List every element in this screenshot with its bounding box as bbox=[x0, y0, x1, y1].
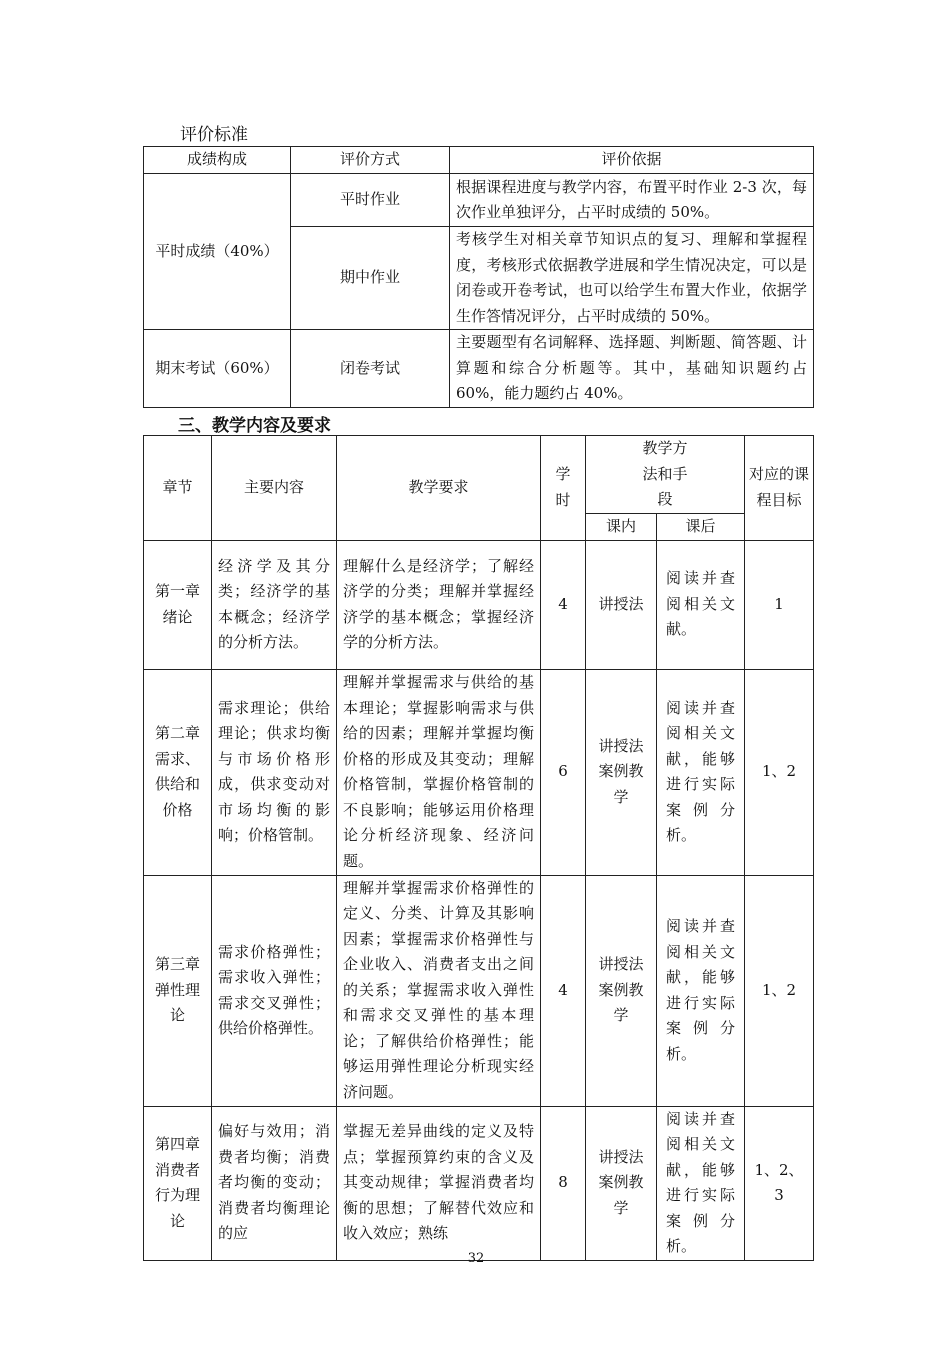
teaching-content-heading: 三、教学内容及要求 bbox=[178, 416, 331, 436]
content-cell: 经济学及其分类；经济学的基本概念；经济学的分析方法。 bbox=[212, 540, 337, 669]
column-header: 成绩构成 bbox=[144, 147, 291, 174]
column-header: 评价方式 bbox=[291, 147, 450, 174]
column-header: 学时 bbox=[541, 436, 586, 541]
content-cell: 需求理论；供给理论；供求均衡与市场价格形成，供求变动对市场均衡的影响；价格管制。 bbox=[212, 669, 337, 875]
chapter-cell: 第四章消费者行为理论 bbox=[144, 1106, 212, 1260]
evaluation-standard-heading: 评价标准 bbox=[180, 125, 248, 145]
table-row bbox=[144, 174, 814, 227]
table-header-row bbox=[144, 436, 814, 514]
objectives-cell: 1、2、3 bbox=[745, 1106, 814, 1260]
objectives-cell: 1 bbox=[745, 540, 814, 669]
chapter-cell: 第一章绪论 bbox=[144, 540, 212, 669]
requirements-cell: 理解并掌握需求价格弹性的定义、分类、计算及其影响因素；掌握需求价格弹性与企业收入、消费者支出之间的关系；掌握需求收入弹性和需求交叉弹性的基本理论；了解供给价格弹性；能够运用弹性理论分析现实经济问题。 bbox=[337, 875, 541, 1106]
requirements-cell: 理解并掌握需求与供给的基本理论；掌握影响需求与供给的因素；理解并掌握均衡价格的形成及其变动；理解价格管制，掌握价格管制的不良影响；能够运用价格理论分析经济现象、经济问题。 bbox=[337, 669, 541, 875]
table-row bbox=[144, 330, 814, 408]
objectives-cell: 1、2 bbox=[745, 669, 814, 875]
after-class-method-cell: 阅读并查阅相关文献，能够进行实际案例分析。 bbox=[657, 1106, 745, 1260]
column-header: 主要内容 bbox=[212, 436, 337, 541]
in-class-method-cell: 讲授法 bbox=[586, 540, 657, 669]
page-number: 32 bbox=[467, 1251, 485, 1266]
in-class-method-cell: 讲授法案例教学 bbox=[586, 669, 657, 875]
table-header-row bbox=[144, 147, 814, 174]
column-header: 教学方法和手段 bbox=[586, 436, 745, 514]
table-row bbox=[144, 669, 814, 875]
objectives-cell: 1、2 bbox=[745, 875, 814, 1106]
table-row bbox=[144, 540, 814, 669]
content-cell: 偏好与效用；消费者均衡；消费者均衡的变动；消费者均衡理论的应 bbox=[212, 1106, 337, 1260]
in-class-method-cell: 讲授法案例教学 bbox=[586, 875, 657, 1106]
table-row bbox=[144, 875, 814, 1106]
basis-cell: 考核学生对相关章节知识点的复习、理解和掌握程度，考核形式依据教学进展和学生情况决定，可以是闭卷或开卷考试，也可以给学生布置大作业，依据学生作答情况评分，占平时成绩的 50%。 bbox=[450, 227, 814, 330]
method-cell: 闭卷考试 bbox=[291, 330, 450, 408]
column-header: 课内 bbox=[586, 513, 657, 540]
column-header: 章节 bbox=[144, 436, 212, 541]
column-header: 对应的课程目标 bbox=[745, 436, 814, 541]
column-header: 评价依据 bbox=[450, 147, 814, 174]
after-class-method-cell: 阅读并查阅相关文献。 bbox=[657, 540, 745, 669]
grade-component-cell: 平时成绩（40%） bbox=[144, 174, 291, 330]
method-cell: 平时作业 bbox=[291, 174, 450, 227]
chapter-cell: 第二章需求、供给和价格 bbox=[144, 669, 212, 875]
requirements-cell: 掌握无差异曲线的定义及特点；掌握预算约束的含义及其变动规律；掌握消费者均衡的思想；了解替代效应和收入效应；熟练 bbox=[337, 1106, 541, 1260]
content-cell: 需求价格弹性；需求收入弹性；需求交叉弹性；供给价格弹性。 bbox=[212, 875, 337, 1106]
grade-component-cell: 期末考试（60%） bbox=[144, 330, 291, 408]
hours-cell: 4 bbox=[541, 875, 586, 1106]
column-header: 教学要求 bbox=[337, 436, 541, 541]
column-header: 课后 bbox=[657, 513, 745, 540]
chapter-cell: 第三章弹性理论 bbox=[144, 875, 212, 1106]
basis-cell: 主要题型有名词解释、选择题、判断题、简答题、计算题和综合分析题等。其中，基础知识题约占 60%，能力题约占 40%。 bbox=[450, 330, 814, 408]
teaching-content-table bbox=[143, 435, 814, 1261]
after-class-method-cell: 阅读并查阅相关文献，能够进行实际案例分析。 bbox=[657, 875, 745, 1106]
hours-cell: 8 bbox=[541, 1106, 586, 1260]
basis-cell: 根据课程进度与教学内容，布置平时作业 2-3 次，每次作业单独评分，占平时成绩的 50%。 bbox=[450, 174, 814, 227]
table-row bbox=[144, 1106, 814, 1260]
method-cell: 期中作业 bbox=[291, 227, 450, 330]
requirements-cell: 理解什么是经济学；了解经济学的分类；理解并掌握经济学的基本概念；掌握经济学的分析方法。 bbox=[337, 540, 541, 669]
after-class-method-cell: 阅读并查阅相关文献，能够进行实际案例分析。 bbox=[657, 669, 745, 875]
hours-cell: 4 bbox=[541, 540, 586, 669]
in-class-method-cell: 讲授法案例教学 bbox=[586, 1106, 657, 1260]
evaluation-table bbox=[143, 146, 814, 408]
hours-cell: 6 bbox=[541, 669, 586, 875]
